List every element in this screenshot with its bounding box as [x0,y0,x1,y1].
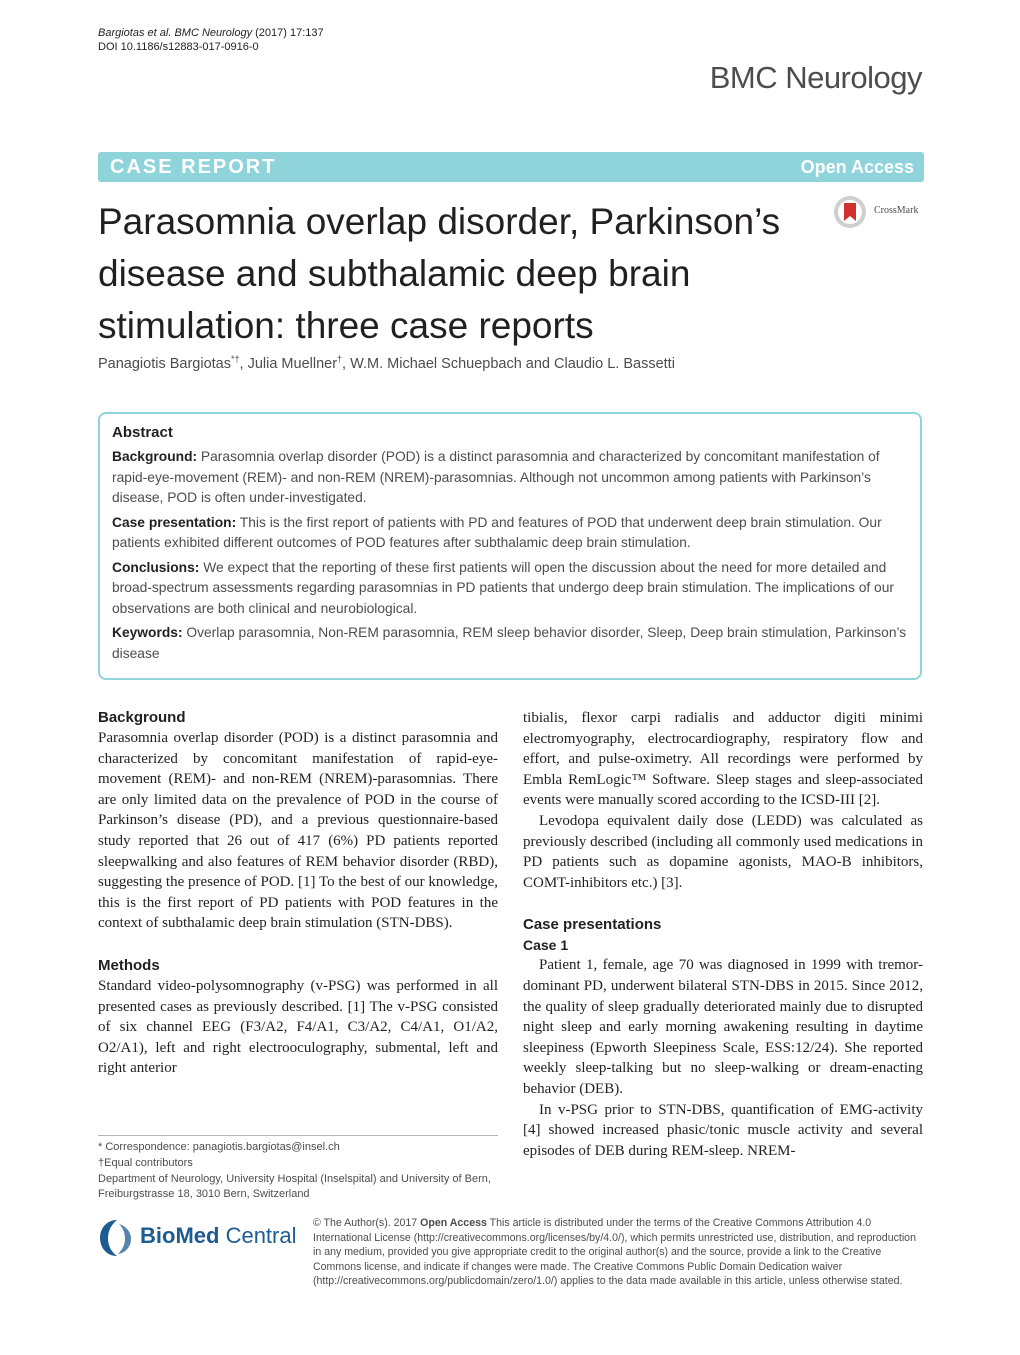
abstract-keywords-text: Overlap parasomnia, Non-REM parasomnia, REM sleep behavior disorder, Sleep, Deep brain stimulation, Parkinson’s disease [112,625,907,661]
abstract-conclusions-label: Conclusions: [112,559,200,575]
author-2-marks: † [337,354,343,364]
background-paragraph: Parasomnia overlap disorder (POD) is a distinct parasomnia and characterized by concomitant manifestation of rapid-eye-movement (REM)- and non-REM (NREM)-parasomnias. There are only limited data on the prevalence of POD in the course of Parkinson’s disease (PD), and a previous questionnaire-based study reported that 26 out of 417 (6%) PD patients reported sleepwalking and also features of REM behavior disorder (RBD), suggesting the presence of POD. [1] To the best of our knowledge, this is the first report of PD patients with POD features in the context of subthalamic deep brain stimulation (STN-DBS). [98,730,498,932]
correspondence-note[interactable]: * Correspondence: panagiotis.bargiotas@insel.ch [98,1141,340,1153]
author-list [98,354,675,372]
abstract-keywords-label: Keywords: [112,625,183,640]
abstract-background-text: Parasomnia overlap disorder (POD) is a distinct parasomnia and characterized by concomitant manifestation of rapid-eye-movement (REM)- and non-REM (NREM)-parasomnias. Although not uncommon among patients with Parkinson’s disease, POD is often under-investigated. [112,449,880,505]
author-rest: , W.M. Michael Schuepbach and Claudio L. Bassetti [342,355,675,372]
case-1-vpsg-paragraph: In v-PSG prior to STN-DBS, quantification of EMG-activity [4] showed increased phasic/tonic muscle activity and several episodes of DEB during REM-sleep. NREM- [523,1101,923,1159]
logo-text-bold: BioMed [140,1223,220,1248]
abstract-conclusions-text: We expect that the reporting of these first patients will open the discussion about the need for more detailed and broad-spectrum assessments regarding parasomnias in PD patients that undergo deep brain stimulation. The implications of our observations are both clinical and neurobiological. [112,559,894,616]
citation-volume: (2017) 17:137 [255,27,324,39]
methods-heading: Methods [98,956,160,974]
abstract-case-text: This is the first report of patients with PD and features of POD that underwent deep brain stimulation. Our patients exhibited different outcomes of POD features after subthalamic deep brain stimulation. [112,514,882,550]
license-open-access: Open Access [420,1217,487,1229]
article-title: Parasomnia overlap disorder, Parkinson’s disease and subthalamic deep brain stimulation: three case reports [98,201,781,346]
biomed-central-icon [98,1218,136,1258]
body-left-column [98,708,498,1079]
license-text: This article is distributed under the terms of the Creative Commons Attribution 4.0 International License (http://creativecommons.org/licenses/by/4.0/), which permits unrestricted use, distribution, and reproduction in any medium, provided you give appropriate credit to the original author(s) and the source, provide a link to the Creative Commons license, and indicate if changes were made. The Creative Commons Public Domain Dedication waiver (http://creativecommons.org/publicdomain/zero/1.0/) applies to the data made available in this article, unless otherwise stated. [313,1217,916,1287]
article-type-band [98,152,924,182]
affiliation-note: Department of Neurology, University Hospital (Inselspital) and University of Bern, Freiburgstrasse 18, 3010 Bern, Switzerland [98,1173,491,1200]
journal-brand: BMC Neurology [709,60,922,95]
open-access-label: Open Access [800,157,914,177]
doi: DOI 10.1186/s12883-017-0916-0 [98,41,259,53]
author-1-marks: *† [231,354,240,364]
abstract-case [112,513,908,554]
article-type: CASE REPORT [110,156,277,178]
crossmark-badge[interactable] [832,194,952,230]
abstract-case-label: Case presentation: [112,514,237,530]
author-2[interactable]: , Julia Muellner [239,355,338,372]
abstract-heading: Abstract [112,424,173,441]
case-1-heading: Case 1 [523,937,569,954]
case-1-paragraph: Patient 1, female, age 70 was diagnosed in 1999 with tremor-dominant PD, underwent bilateral STN-DBS in 2015. Since 2012, the quality of sleep gradually deteriorated mainly due to disrupted night sleep and early morning awakening resulting in daytime sleepiness (Epworth Sleepiness Scale, ESS:12/24). She reported weekly sleep-talking but no sleep-walking or dream-enacting behavior (DEB). [523,957,923,1097]
crossmark-label: CrossMark [874,205,919,216]
citation-authors: Bargiotas et al. [98,27,172,39]
biomed-central-logo [98,1218,298,1260]
background-heading: Background [98,709,186,726]
license-prefix: © The Author(s). 2017 [313,1217,421,1229]
license-statement [313,1216,924,1289]
footnote-divider [98,1135,498,1136]
case-presentations-heading: Case presentations [523,916,662,934]
equal-contributors-note: †Equal contributors [98,1157,193,1169]
citation [98,26,324,54]
abstract-conclusions [112,558,908,620]
abstract-background-label: Background: [112,449,198,464]
methods-continued-paragraph: tibialis, flexor carpi radialis and adductor digiti minimi electromyography, electrocardiography, respiratory flow and effort, and pulse-oximetry. All recordings were performed by Embla RemLogic™ Software. Sleep stages and sleep-associated events were manually scored according to the ICSD-III [2]. [523,710,923,809]
abstract-keywords [112,623,908,664]
author-1[interactable]: Panagiotis Bargiotas [98,355,231,372]
logo-text-regular: Central [219,1223,297,1248]
abstract-background [112,447,908,509]
footnotes [98,1140,498,1203]
methods-paragraph: Standard video-polysomnography (v-PSG) was performed in all presented cases as previously described. [1] The v-PSG consisted of six channel EEG (F3/A2, F4/A1, C3/A2, C4/A1, O1/A2, O2/A1), left and right electrooculography, submental, left and right anterior [98,977,498,1077]
ledd-paragraph: Levodopa equivalent daily dose (LEDD) was calculated as previously described (including all commonly used medications in PD patients such as dopamine agonists, MAO-B inhibitors, COMT-inhibitors etc.) [3]. [523,812,923,891]
crossmark-icon [832,194,868,230]
citation-journal: BMC Neurology [174,27,253,39]
body-right-column [523,708,923,1161]
abstract-box [98,412,922,680]
